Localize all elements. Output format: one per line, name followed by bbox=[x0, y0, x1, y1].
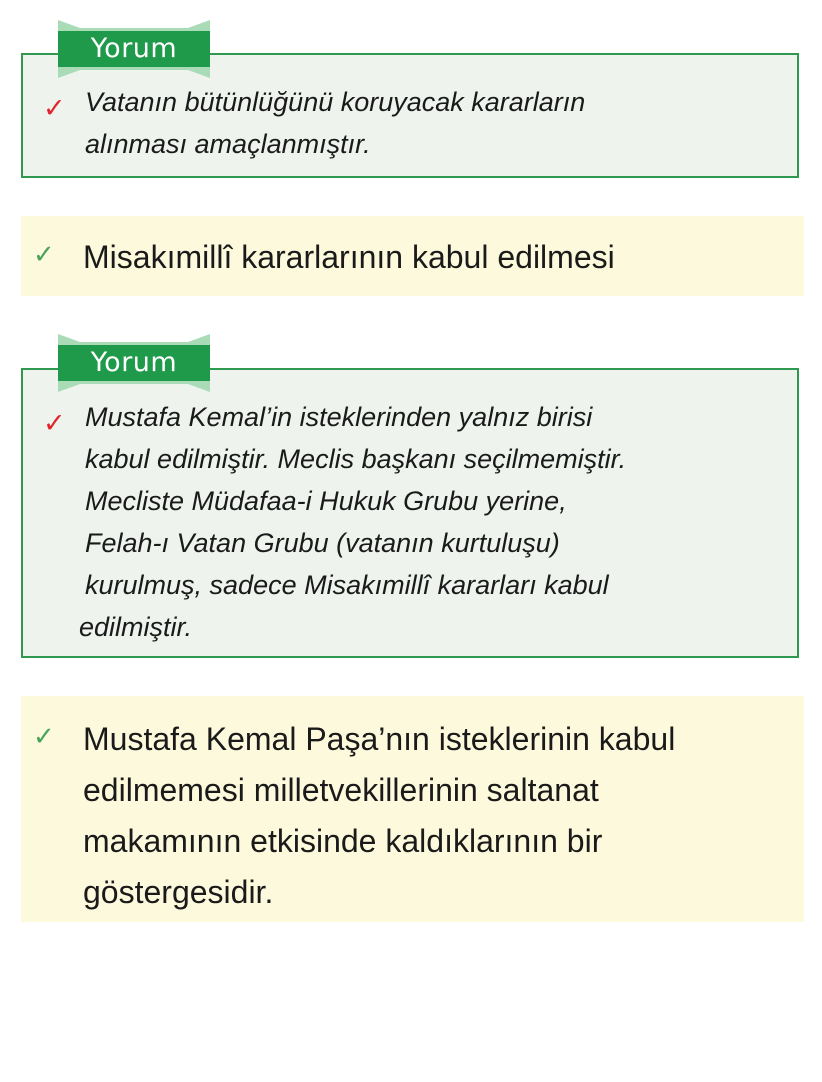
statement-text-2 bbox=[83, 714, 792, 918]
yorum-line: kurulmuş, sadece Misakımillî kararları kabul bbox=[85, 570, 609, 600]
yorum-text-1 bbox=[57, 81, 777, 165]
green-checkmark-icon: ✓ bbox=[33, 722, 55, 752]
yorum-box-2 bbox=[21, 368, 799, 658]
yorum-line: Mecliste Müdafaa-i Hukuk Grubu yerine, bbox=[85, 486, 567, 516]
yorum-line: Mustafa Kemal’in isteklerinden yalnız birisi bbox=[85, 402, 593, 432]
yorum-label: Yorum bbox=[90, 33, 178, 64]
statement-line: Misakımillî kararlarının kabul edilmesi bbox=[83, 239, 615, 275]
green-checkmark-icon: ✓ bbox=[33, 240, 55, 270]
yorum-line: Felah-ı Vatan Grubu (vatanın kurtuluşu) bbox=[85, 528, 560, 558]
statement-text-1 bbox=[83, 237, 792, 277]
yorum-ribbon-2 bbox=[58, 334, 210, 392]
statement-line: Mustafa Kemal Paşa’nın isteklerinin kabul bbox=[83, 721, 676, 757]
red-checkmark-icon: ✓ bbox=[43, 93, 66, 123]
statement-line: edilmemesi milletvekillerinin saltanat bbox=[83, 772, 599, 808]
yorum-line: Vatanın bütünlüğünü koruyacak kararların bbox=[85, 87, 586, 117]
statement-line: göstergesidir. bbox=[83, 874, 274, 910]
statement-line: makamının etkisinde kaldıklarının bir bbox=[83, 823, 603, 859]
yorum-line: kabul edilmiştir. Meclis başkanı seçilmemiştir. bbox=[85, 444, 627, 474]
yorum-label: Yorum bbox=[90, 347, 178, 378]
yorum-line: edilmiştir. bbox=[79, 612, 193, 642]
red-checkmark-icon: ✓ bbox=[43, 408, 66, 438]
yorum-text-2 bbox=[57, 396, 777, 648]
statement-box-2 bbox=[21, 696, 804, 922]
statement-box-1 bbox=[21, 216, 804, 296]
yorum-line: alınması amaçlanmıştır. bbox=[85, 129, 371, 159]
yorum-ribbon-1 bbox=[58, 20, 210, 78]
